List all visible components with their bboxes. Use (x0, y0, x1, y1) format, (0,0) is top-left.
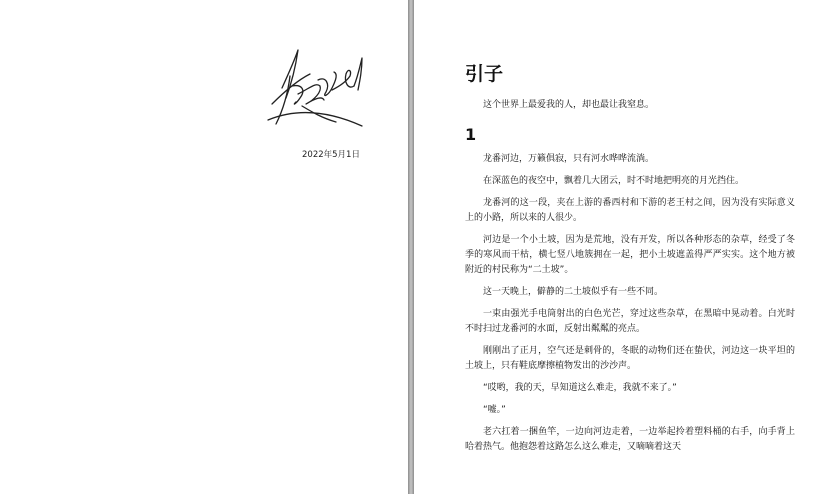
paragraph: 一束由强光手电筒射出的白色光芒，穿过这些杂草，在黑暗中晃动着。白光时不时扫过龙番河的水面，反射出粼粼的亮点。 (465, 309, 795, 334)
chapter-title: 引子 (465, 63, 504, 85)
handwritten-signature (262, 46, 368, 132)
paragraph: 河边是一个小土坡，因为是荒地，没有开发，所以各种形态的杂草，经受了冬季的寒风而干枯，横七竖八地簇拥在一起，把小土坡遮盖得严严实实。这个地方被附近的村民称为“二土坡”。 (465, 235, 795, 275)
paragraph: “嘘。” (483, 405, 506, 415)
intro-paragraph: 这个世界上最爱我的人，却也最让我窒息。 (483, 100, 655, 110)
right-page (414, 0, 822, 494)
section-number: 1 (465, 125, 477, 144)
left-page (0, 0, 408, 494)
paragraph: 龙番河的这一段，夹在上游的番西村和下游的老王村之间，因为没有实际意义上的小路，所以来的人很少。 (465, 198, 795, 223)
paragraph: 刚刚出了正月，空气还是刺骨的，冬眠的动物们还在蛰伏，河边这一块平坦的土坡上，只有鞋底摩擦植物发出的沙沙声。 (465, 346, 795, 371)
paragraph: 老六扛着一捆鱼竿，一边向河边走着，一边举起拎着塑料桶的右手，向手背上哈着热气。他抱怨着这路怎么这么难走，又嘀嘀着这天 (465, 427, 795, 452)
paragraph: 在深蓝色的夜空中，飘着几大团云，时不时地把明亮的月光挡住。 (483, 176, 745, 186)
date-text: 2022年5月1日 (302, 150, 360, 160)
paragraph: 龙番河边，万籁俱寂，只有河水哗哗流淌。 (483, 154, 655, 164)
paragraph: 这一天晚上，僻静的二土坡似乎有一些不同。 (483, 287, 664, 297)
page-content (465, 60, 795, 455)
paragraph: “哎哟，我的天，早知道这么难走，我就不来了。” (483, 383, 677, 393)
